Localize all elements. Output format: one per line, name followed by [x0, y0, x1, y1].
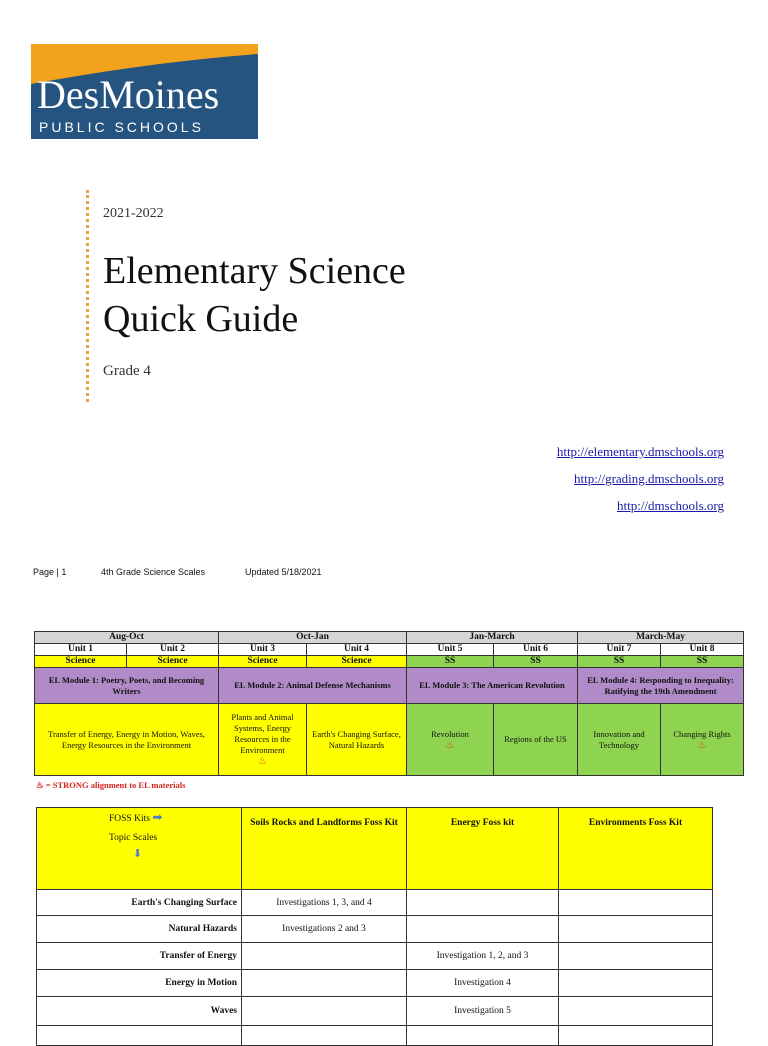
period-header: Aug-Oct	[35, 632, 219, 644]
investigation-cell	[559, 943, 713, 970]
content-cell	[219, 704, 307, 776]
foss-kit-header: Energy Foss kit	[407, 808, 559, 890]
investigation-cell	[559, 916, 713, 943]
investigation-cell	[242, 943, 407, 970]
topic-cell: Transfer of Energy	[37, 943, 242, 970]
investigation-cell	[559, 1026, 713, 1046]
subject-cell: Science	[307, 656, 407, 668]
period-header: Oct-Jan	[219, 632, 407, 644]
topic-cell: Waves	[37, 997, 242, 1026]
unit-label: Unit 6	[494, 644, 578, 656]
pacing-table	[34, 631, 744, 776]
flame-icon: ♨	[36, 780, 44, 790]
table-row	[37, 997, 713, 1026]
investigation-cell	[407, 890, 559, 916]
topic-cell: Energy in Motion	[37, 970, 242, 997]
legend-text: = STRONG alignment to EL materials	[45, 780, 186, 790]
alignment-legend	[36, 780, 185, 791]
table-row	[37, 970, 713, 997]
unit-label: Unit 7	[578, 644, 661, 656]
svg-text:PUBLIC SCHOOLS: PUBLIC SCHOOLS	[39, 119, 204, 135]
investigation-cell: Investigation 5	[407, 997, 559, 1026]
link-grading[interactable]: http://grading.dmschools.org	[574, 471, 724, 486]
subject-cell: Science	[35, 656, 127, 668]
investigation-cell	[242, 997, 407, 1026]
table-row	[37, 890, 713, 916]
table-row	[37, 1026, 713, 1046]
arrow-right-icon: ➡	[152, 810, 163, 824]
el-module-cell: EL Module 2: Animal Defense Mechanisms	[219, 668, 407, 704]
investigation-cell	[242, 1026, 407, 1046]
flame-icon: ♨	[445, 739, 455, 751]
foss-table	[36, 807, 713, 1046]
content-text: Revolution	[431, 728, 469, 739]
title-line-2: Quick Guide	[103, 298, 299, 340]
investigation-cell	[559, 997, 713, 1026]
topic-cell: Earth's Changing Surface	[37, 890, 242, 916]
el-module-cell: EL Module 1: Poetry, Poets, and Becoming Writers	[35, 668, 219, 704]
investigation-cell: Investigations 1, 3, and 4	[242, 890, 407, 916]
unit-label: Unit 4	[307, 644, 407, 656]
arrow-down-icon: ⬇	[133, 848, 143, 860]
link-dmschools[interactable]: http://dmschools.org	[616, 498, 724, 513]
subject-cell: Science	[127, 656, 219, 668]
investigation-cell	[407, 1026, 559, 1046]
footer-doc: 4th Grade Science Scales	[101, 567, 206, 577]
unit-label: Unit 3	[219, 644, 307, 656]
subject-cell: SS	[494, 656, 578, 668]
content-cell	[407, 704, 494, 776]
investigation-cell: Investigation 4	[407, 970, 559, 997]
foss-kit-header: Environments Foss Kit	[559, 808, 713, 890]
content-cell	[661, 704, 744, 776]
title-rule	[86, 190, 89, 402]
unit-label: Unit 1	[35, 644, 127, 656]
subject-cell: SS	[407, 656, 494, 668]
investigation-cell: Investigations 2 and 3	[242, 916, 407, 943]
flame-icon: ♨	[697, 739, 707, 751]
subject-cell: SS	[578, 656, 661, 668]
title-line-1: Elementary Science	[103, 250, 406, 292]
foss-corner-cell	[37, 808, 242, 890]
school-year: 2021-2022	[103, 206, 164, 221]
unit-label: Unit 8	[661, 644, 744, 656]
el-module-cell: EL Module 4: Responding to Inequality: Ratifying the 19th Amendment	[578, 668, 744, 704]
link-elementary[interactable]: http://elementary.dmschools.org	[556, 444, 724, 459]
topic-cell	[37, 1026, 242, 1046]
page-title	[103, 247, 406, 343]
footer-page: Page | 1	[33, 567, 67, 577]
content-cell: Transfer of Energy, Energy in Motion, Waves, Energy Resources in the Environment	[35, 704, 219, 776]
flame-icon: ♨	[258, 756, 267, 767]
grade-label: Grade 4	[103, 363, 151, 379]
period-header: Jan-March	[407, 632, 578, 644]
content-cell: Regions of the US	[494, 704, 578, 776]
footer-updated: Updated 5/18/2021	[245, 567, 322, 577]
table-row	[37, 943, 713, 970]
table-row	[37, 916, 713, 943]
topic-cell: Natural Hazards	[37, 916, 242, 943]
investigation-cell: Investigation 1, 2, and 3	[407, 943, 559, 970]
investigation-cell	[559, 970, 713, 997]
period-header: March-May	[578, 632, 744, 644]
foss-kits-label: FOSS Kits	[109, 814, 150, 824]
unit-label: Unit 5	[407, 644, 494, 656]
investigation-cell	[242, 970, 407, 997]
content-text: Changing Rights	[673, 728, 731, 739]
topic-scales-label: Topic Scales	[109, 833, 158, 843]
unit-label: Unit 2	[127, 644, 219, 656]
svg-text:DesMoines: DesMoines	[37, 72, 220, 117]
subject-cell: SS	[661, 656, 744, 668]
investigation-cell	[407, 916, 559, 943]
content-cell: Innovation and Technology	[578, 704, 661, 776]
el-module-cell: EL Module 3: The American Revolution	[407, 668, 578, 704]
links-list	[557, 444, 724, 525]
foss-kit-header: Soils Rocks and Landforms Foss Kit	[242, 808, 407, 890]
district-logo	[31, 44, 258, 139]
subject-cell: Science	[219, 656, 307, 668]
page-footer	[33, 567, 322, 577]
content-cell: Earth's Changing Surface, Natural Hazards	[307, 704, 407, 776]
content-text: Plants and Animal Systems, Energy Resources in the Environment	[231, 712, 294, 755]
investigation-cell	[559, 890, 713, 916]
